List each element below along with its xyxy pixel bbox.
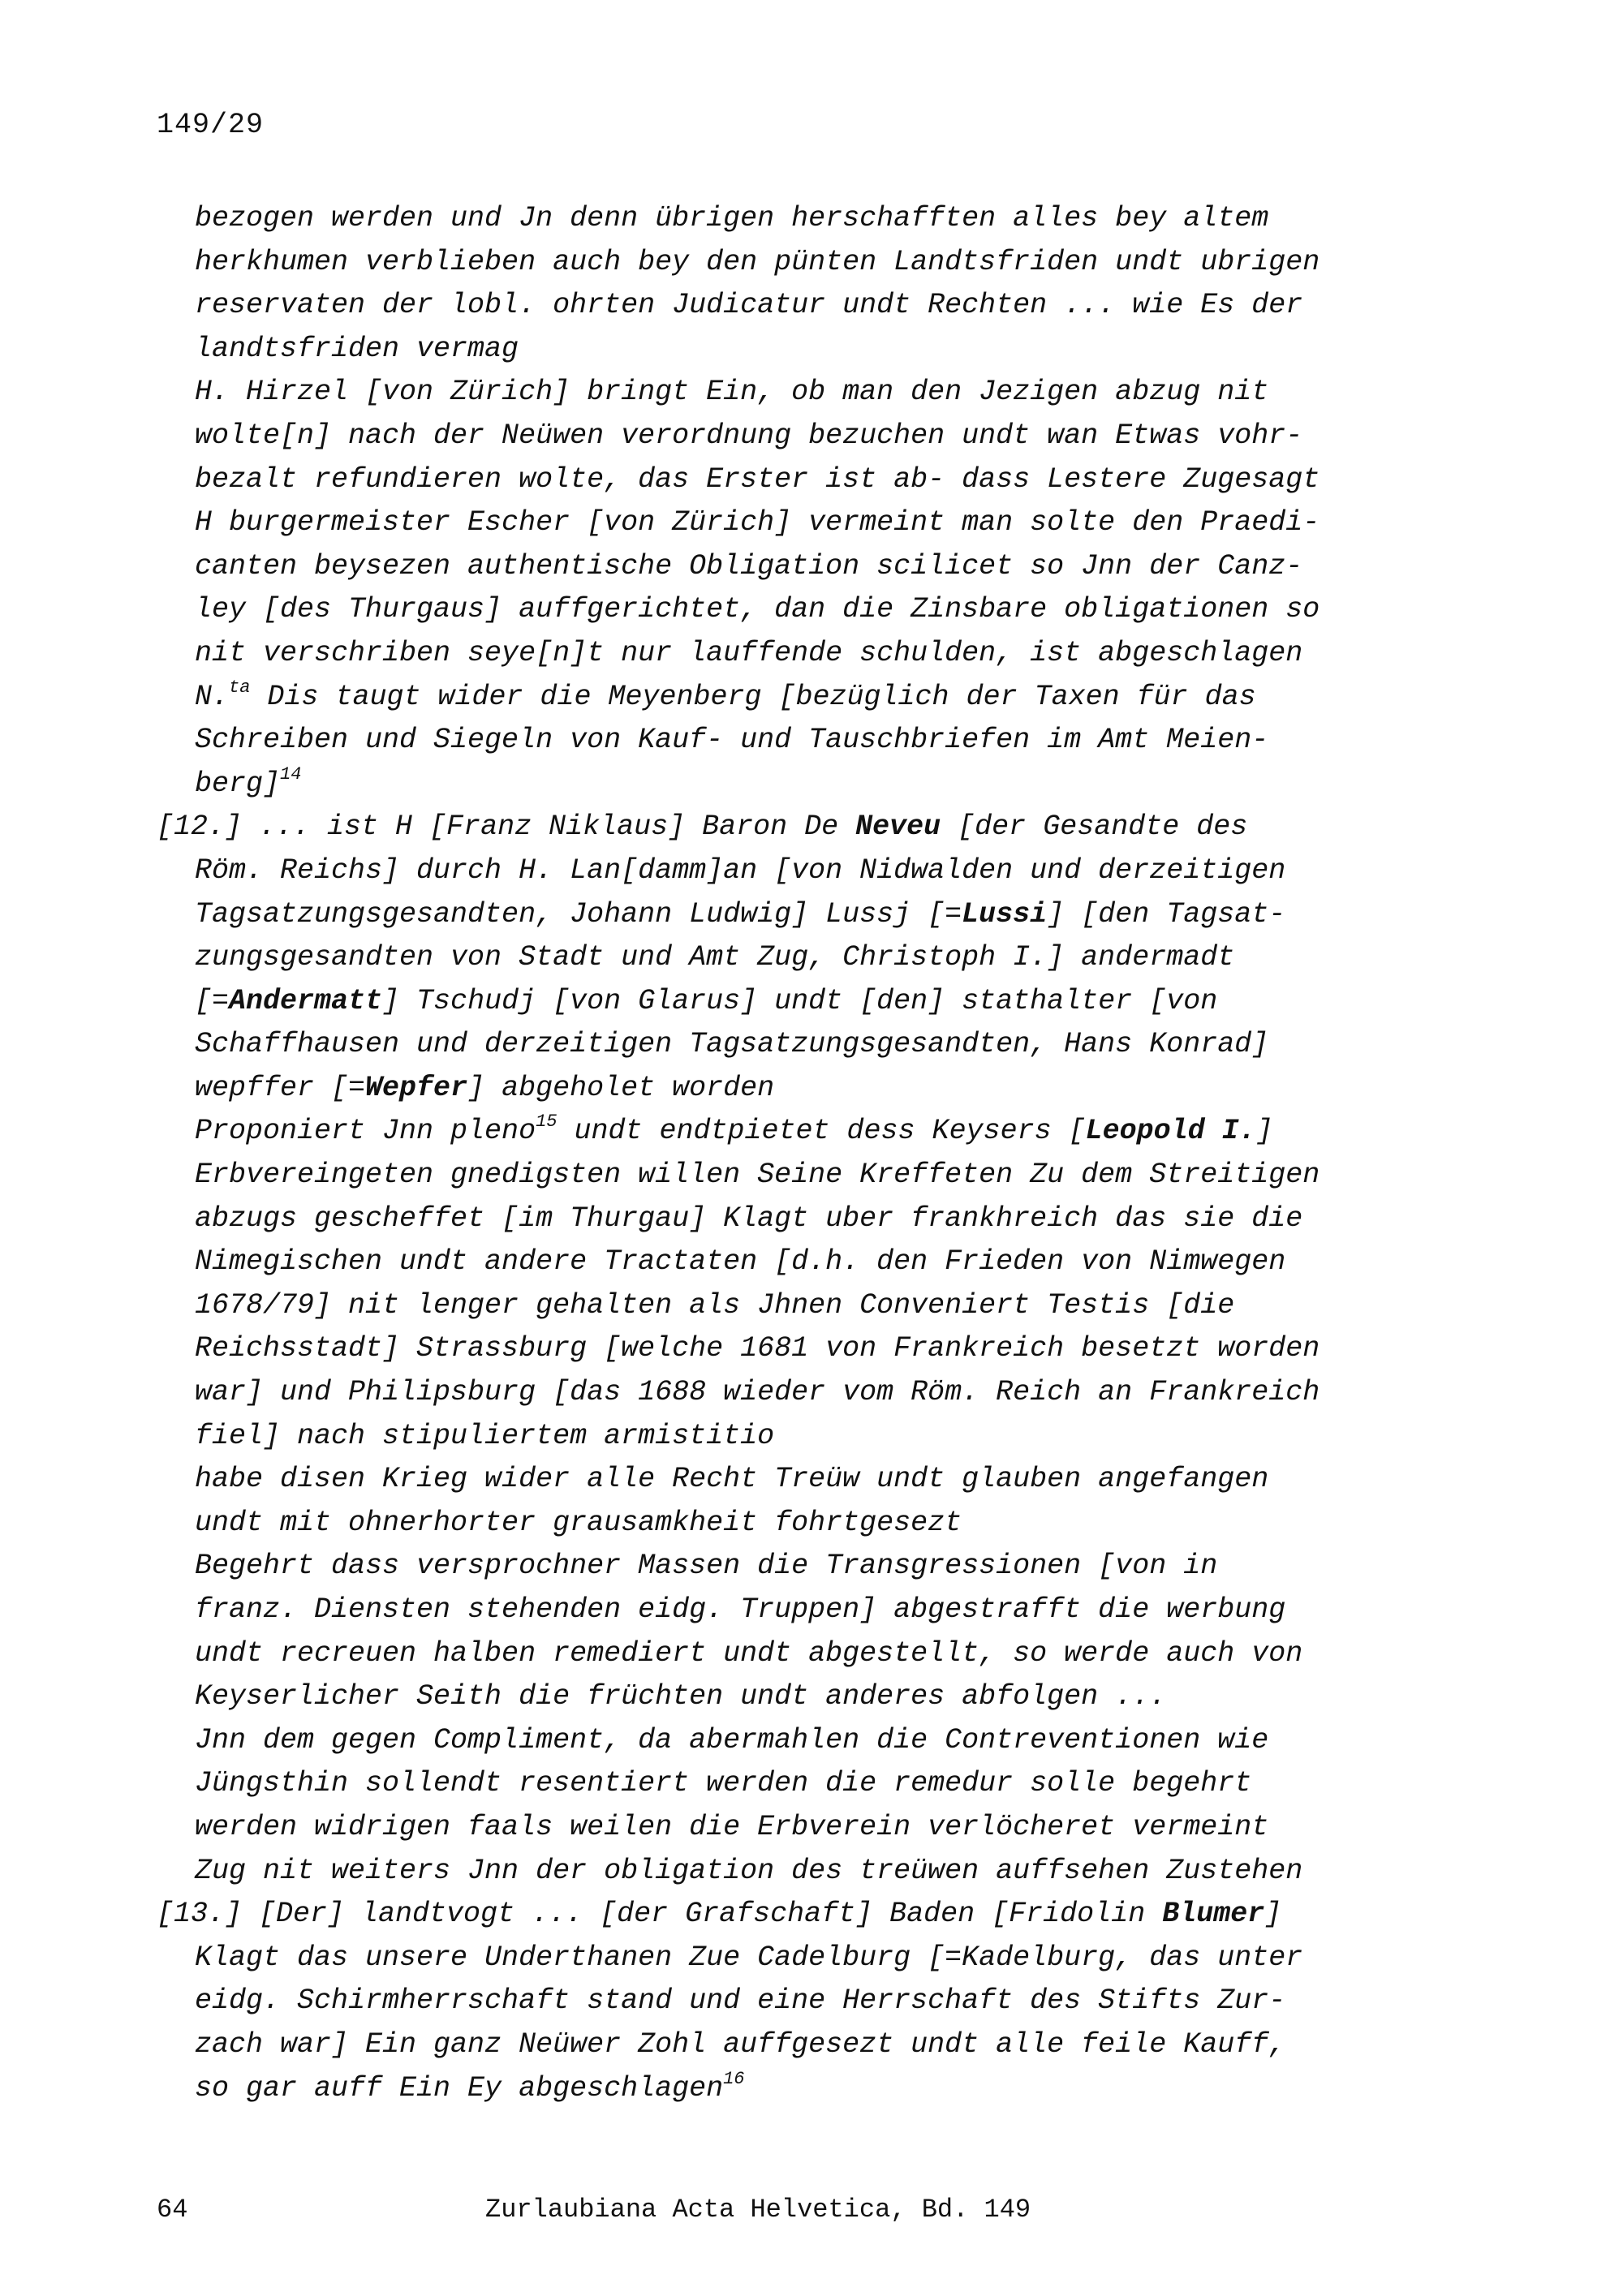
text-line: Röm. Reichs] durch H. Lan[damm]an [von Nidwalden und derzeitigen xyxy=(195,853,1286,887)
text-run: N. xyxy=(195,680,230,713)
text-line: bezalt refundieren wolte, das Erster ist ab- dass Lestere Zugesagt xyxy=(195,462,1320,496)
text-line: Jüngsthin sollendt resentiert werden die remedur solle begehrt xyxy=(195,1767,1252,1800)
superscript: ta xyxy=(229,677,251,698)
text-line: zungsgesandten von Stadt und Amt Zug, Christoph I.] andermadt xyxy=(195,941,1235,974)
page-identifier: 149/29 xyxy=(157,109,265,141)
text-line: fiel] nach stipuliertem armistitio xyxy=(195,1419,775,1452)
text-run: [13.] [Der] landtvogt ... [der Grafschaft] Baden [Fridolin xyxy=(157,1898,1163,1931)
text-line: Schaffhausen und derzeitigen Tagsatzungsgesandten, Hans Konrad] xyxy=(195,1028,1269,1061)
text-line: Zug nit weiters Jnn der obligation des treüwen auffsehen Zustehen xyxy=(195,1854,1303,1887)
text-line: wolte[n] nach der Neüwen verordnung bezuchen undt wan Etwas vohr- xyxy=(195,419,1303,452)
text-line: Jnn dem gegen Compliment, da abermahlen die Contreventionen wie xyxy=(195,1723,1269,1756)
text-run: wepffer [= xyxy=(195,1071,366,1104)
text-line xyxy=(157,806,1423,849)
text-line: reservaten der lobl. ohrten Judicatur undt Rechten ... wie Es der xyxy=(195,289,1303,322)
text-line xyxy=(157,676,1423,720)
text-line: Klagt das unsere Underthanen Zue Cadelburg [=Kadelburg, das unter xyxy=(195,1941,1303,1974)
text-line: nit verschriben seye[n]t nur lauffende schulden, ist abgeschlagen xyxy=(195,636,1303,669)
text-line: war] und Philipsburg [das 1688 wieder vom Röm. Reich an Frankreich xyxy=(195,1376,1320,1409)
text-run: undt endtpietet dess Keysers [ xyxy=(557,1115,1086,1148)
bold-name: Leopold I. xyxy=(1085,1115,1256,1148)
text-run: ] Tschudj [von Glarus] undt [den] stathalter [von xyxy=(382,984,1218,1017)
page-number: 64 xyxy=(157,2195,188,2225)
text-line: Erbvereingeten gnedigsten willen Seine Kreffeten Zu dem Streitigen xyxy=(195,1159,1320,1192)
text-run: berg] xyxy=(195,767,281,800)
text-line xyxy=(157,2067,1423,2111)
publication-title: Zurlaubiana Acta Helvetica, Bd. 149 xyxy=(485,2195,1031,2225)
text-run: Tagsatzungsgesandten, Johann Ludwig] Lussj [= xyxy=(195,897,962,931)
bold-name: Lussi xyxy=(962,897,1048,931)
text-line xyxy=(157,980,1423,1024)
text-line xyxy=(157,763,1423,806)
text-line: Reichsstadt] Strassburg [welche 1681 von Frankreich besetzt worden xyxy=(195,1332,1320,1365)
text-line xyxy=(157,1067,1423,1111)
text-line: habe disen Krieg wider alle Recht Treüw undt glauben angefangen xyxy=(195,1463,1269,1496)
footnote-marker: 14 xyxy=(280,763,302,785)
text-run: [der Gesandte des xyxy=(941,810,1248,844)
text-line xyxy=(157,1110,1423,1154)
text-line: abzugs gescheffet [im Thurgau] Klagt uber frankhreich das sie die xyxy=(195,1202,1303,1235)
text-run: ] [den Tagsat- xyxy=(1047,897,1286,931)
text-line: H burgermeister Escher [von Zürich] vermeint man solte den Praedi- xyxy=(195,506,1320,540)
text-line: Begehrt dass versprochner Massen die Transgressionen [von in xyxy=(195,1550,1218,1583)
text-run: [= xyxy=(195,984,230,1017)
text-line: undt mit ohnerhorter grausamkheit fohrtgesezt xyxy=(195,1506,962,1539)
text-line: eidg. Schirmherrschaft stand und eine Herrschaft des Stifts Zur- xyxy=(195,1984,1286,2018)
text-line: undt recreuen halben remediert undt abgestellt, so werde auch von xyxy=(195,1636,1303,1670)
bold-name: Blumer xyxy=(1162,1898,1265,1931)
text-line: bezogen werden und Jn denn übrigen herschafften alles bey altem xyxy=(195,202,1269,234)
text-run: Proponiert Jnn pleno xyxy=(195,1115,536,1148)
text-line: H. Hirzel [von Zürich] bringt Ein, ob man den Jezigen abzug nit xyxy=(195,376,1269,409)
bold-name: Wepfer xyxy=(365,1071,468,1104)
footnote-marker: 16 xyxy=(723,2068,745,2089)
text-run: Dis taugt wider die Meyenberg [bezüglich der Taxen für das xyxy=(250,680,1256,713)
text-line: Schreiben und Siegeln von Kauf- und Tauschbriefen im Amt Meien- xyxy=(195,724,1269,757)
text-line: canten beysezen authentische Obligation scilicet so Jnn der Canz- xyxy=(195,549,1303,583)
text-line: ley [des Thurgaus] auffgerichtet, dan die Zinsbare obligationen so xyxy=(195,593,1320,626)
text-line: zach war] Ein ganz Neüwer Zohl auffgesezt undt alle feile Kauff, xyxy=(195,2027,1286,2061)
bold-name: Neveu xyxy=(855,810,941,844)
text-line: werden widrigen faals weilen die Erbverein verlöcheret vermeint xyxy=(195,1810,1269,1843)
text-run: ] xyxy=(1255,1115,1273,1148)
text-line: franz. Diensten stehenden eidg. Truppen] abgestrafft die werbung xyxy=(195,1593,1286,1626)
footnote-marker: 15 xyxy=(536,1111,558,1133)
text-line: herkhumen verblieben auch bey den pünten Landtsfriden undt ubrigen xyxy=(195,245,1320,278)
text-run: [12.] ... ist H [Franz Niklaus] Baron De xyxy=(157,810,856,844)
text-run: ] abgeholet worden xyxy=(467,1071,775,1104)
text-line xyxy=(157,893,1423,937)
text-run: so gar auff Ein Ey abgeschlagen xyxy=(195,2071,724,2105)
text-line: Keyserlicher Seith die früchten undt anderes abfolgen ... xyxy=(195,1680,1167,1713)
text-line: landtsfriden vermag xyxy=(195,332,519,365)
bold-name: Andermatt xyxy=(229,984,383,1017)
document-body xyxy=(157,197,1423,2110)
text-line: Nimegischen undt andere Tractaten [d.h. den Frieden von Nimwegen xyxy=(195,1245,1286,1279)
text-run: ] xyxy=(1264,1898,1282,1931)
text-line xyxy=(157,1893,1423,1937)
text-line: 1678/79] nit lenger gehalten als Jhnen Conveniert Testis [die xyxy=(195,1288,1235,1322)
